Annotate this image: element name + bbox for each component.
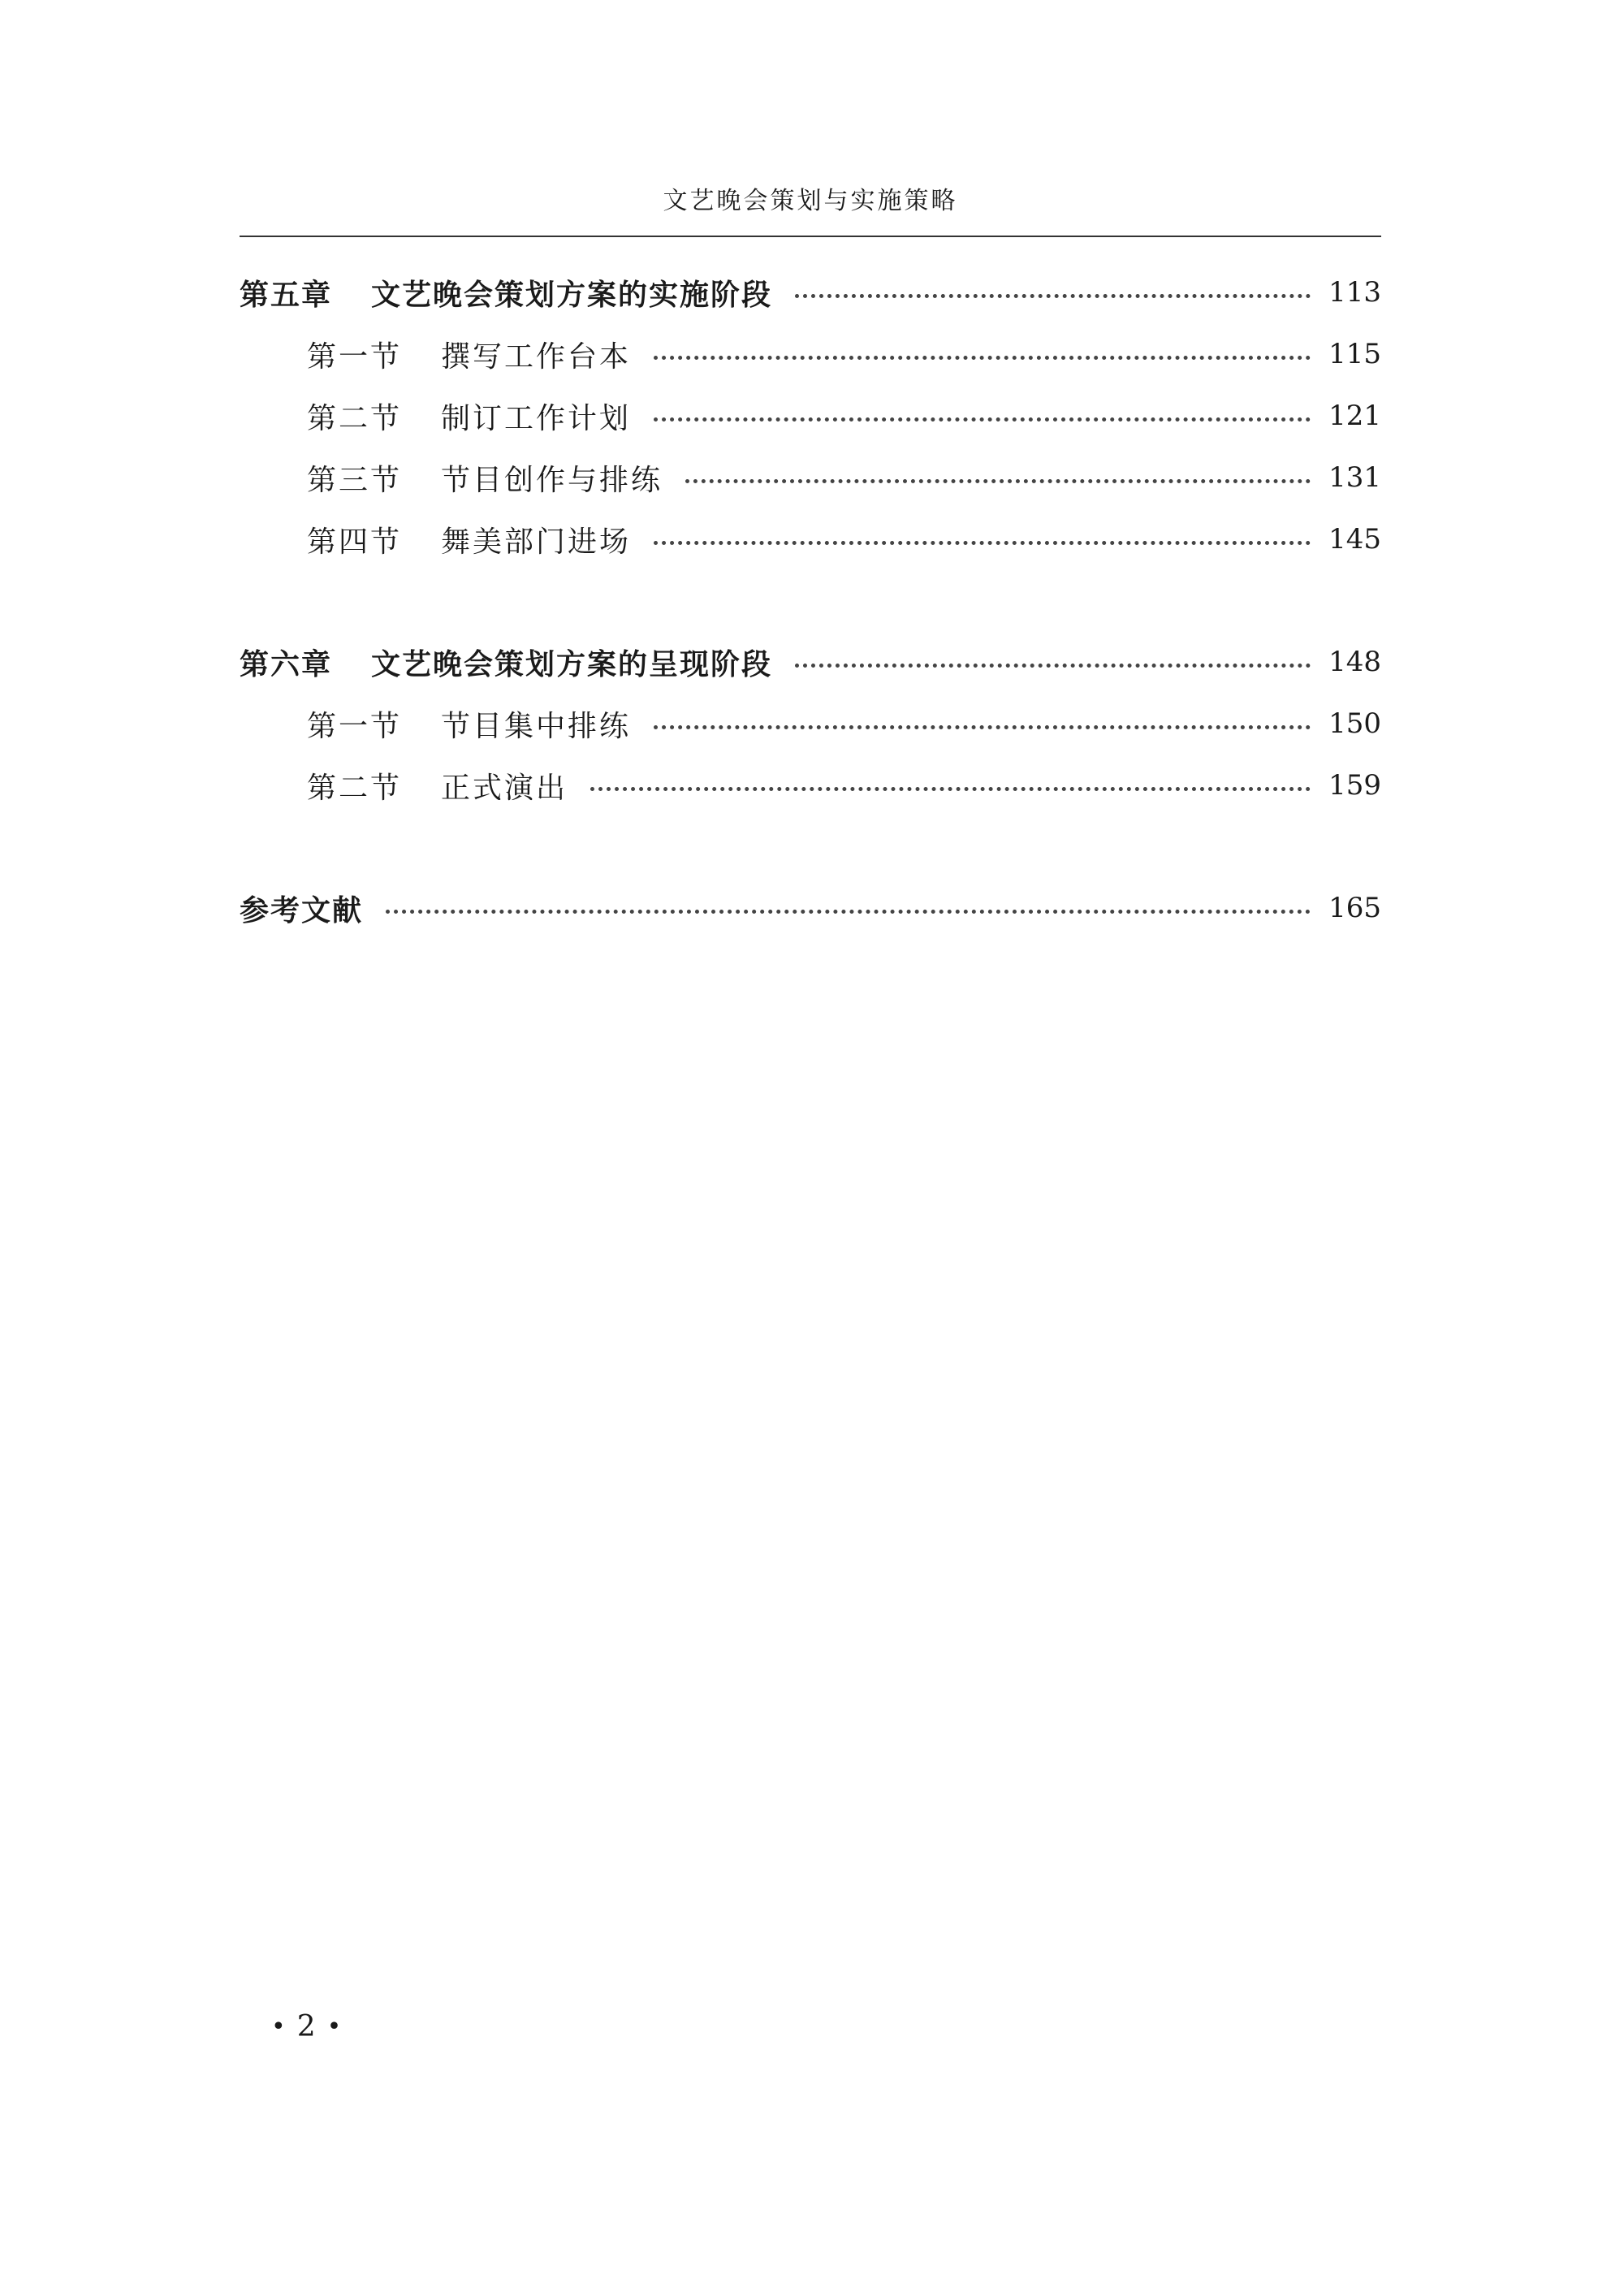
chapter-number: 第六章 (240, 647, 333, 681)
page-ref: 131 (1328, 461, 1381, 494)
page-ref: 159 (1328, 769, 1381, 802)
running-header: 文艺晚会策划与实施策略 (663, 187, 958, 215)
section-number: 第三节 (307, 463, 403, 497)
dot-leader (654, 725, 1311, 729)
section-title: 节目创作与排练 (441, 463, 663, 497)
page-ref: 113 (1328, 276, 1381, 309)
section-title: 节目集中排练 (441, 709, 632, 743)
toc-chapter-5[interactable] (240, 270, 1381, 315)
chapter-number: 第五章 (240, 278, 333, 312)
page-ref: 165 (1328, 892, 1381, 924)
bullet-right: • (326, 2012, 342, 2041)
page-number (260, 2006, 352, 2047)
section-number: 第四节 (307, 525, 403, 559)
section-number: 第二节 (307, 401, 403, 435)
page-ref: 145 (1328, 523, 1381, 556)
toc-section[interactable] (307, 331, 1381, 377)
bullet-left: • (271, 2012, 286, 2041)
toc-section[interactable] (307, 701, 1381, 746)
section-title: 正式演出 (441, 771, 568, 805)
section-number: 第一节 (307, 709, 403, 743)
dot-leader (795, 294, 1311, 298)
dot-leader (685, 479, 1311, 483)
section-title: 撰写工作台本 (441, 339, 632, 374)
dot-leader (654, 417, 1311, 422)
chapter-title: 文艺晚会策划方案的实施阶段 (371, 278, 773, 312)
references-title: 参考文献 (240, 893, 364, 927)
toc-section[interactable] (307, 763, 1381, 808)
dot-leader (654, 356, 1311, 360)
page-ref: 115 (1328, 338, 1381, 370)
section-title: 舞美部门进场 (441, 525, 632, 559)
toc-section[interactable] (307, 393, 1381, 439)
toc-chapter-6[interactable] (240, 639, 1381, 685)
toc-section[interactable] (307, 455, 1381, 500)
dot-leader (654, 541, 1311, 545)
section-title: 制订工作计划 (441, 401, 632, 435)
chapter-title: 文艺晚会策划方案的呈现阶段 (371, 647, 773, 681)
dot-leader (386, 910, 1311, 914)
section-number: 第一节 (307, 339, 403, 374)
toc-references[interactable] (240, 885, 1381, 931)
toc-section[interactable] (307, 517, 1381, 562)
page-number-value: 2 (296, 2009, 316, 2043)
page-ref: 148 (1328, 646, 1381, 678)
section-number: 第二节 (307, 771, 403, 805)
page-ref: 121 (1328, 400, 1381, 432)
dot-leader (590, 787, 1311, 791)
page-ref: 150 (1328, 707, 1381, 740)
header-rule (240, 236, 1381, 237)
dot-leader (795, 664, 1311, 668)
